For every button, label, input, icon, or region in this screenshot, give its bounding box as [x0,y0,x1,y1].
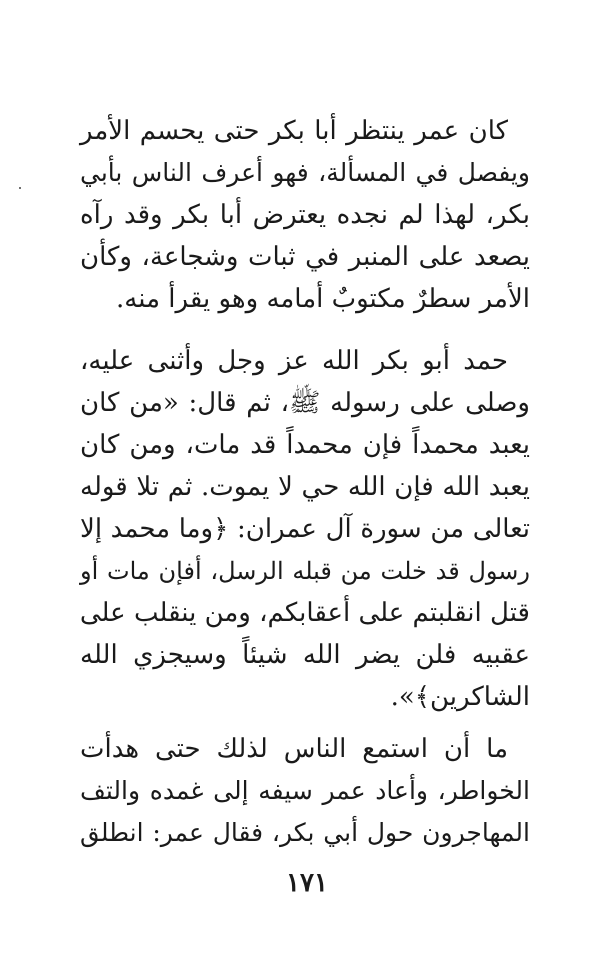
paragraph-2 [80,340,530,718]
text-line: حمد أبو بكر الله عز وجل وأثنى عليه، [80,346,508,376]
text-line: تعالى من سورة آل عمران: ﴿وما محمد إلا [80,514,530,544]
text-line: قتل انقلبتم على أعقابكم، ومن ينقلب على [79,598,530,628]
page-number: ١٧١ [286,868,328,898]
text-line: رسول قد خلت من قبله الرسل، أفإن مات أو [80,557,530,585]
text-line: عقبيه فلن يضر الله شيئاً وسيجزي الله [80,640,530,670]
margin-mark [19,187,21,189]
text-line: وصلى على رسوله ﷺ، ثم قال: «من كان [80,388,530,418]
text-line: كان عمر ينتظر أبا بكر حتى يحسم الأمر [80,116,508,146]
text-line: الخواطر، وأعاد عمر سيفه إلى غمده والتف [80,776,530,805]
text-line: الأمر سطرٌ مكتوبٌ أمامه وهو يقرأ منه. [116,284,530,314]
text-line: يعبد الله فإن الله حي لا يموت. ثم تلا قوله [80,472,530,502]
text-line: بكر، لهذا لم نجده يعترض أبا بكر وقد رآه [80,200,530,230]
text-line: ويفصل في المسألة، فهو أعرف الناس بأبي [80,158,530,187]
paragraph-3 [80,728,530,854]
text-line: المهاجرون حول أبي بكر، فقال عمر: انطلق [80,818,530,847]
paragraph-1 [80,110,530,320]
text-line: ما أن استمع الناس لذلك حتى هدأت [80,734,508,764]
text-line: يصعد على المنبر في ثبات وشجاعة، وكأن [80,242,530,272]
text-line: الشاكرين﴾». [390,682,530,712]
text-line: يعبد محمداً فإن محمداً قد مات، ومن كان [80,430,530,460]
